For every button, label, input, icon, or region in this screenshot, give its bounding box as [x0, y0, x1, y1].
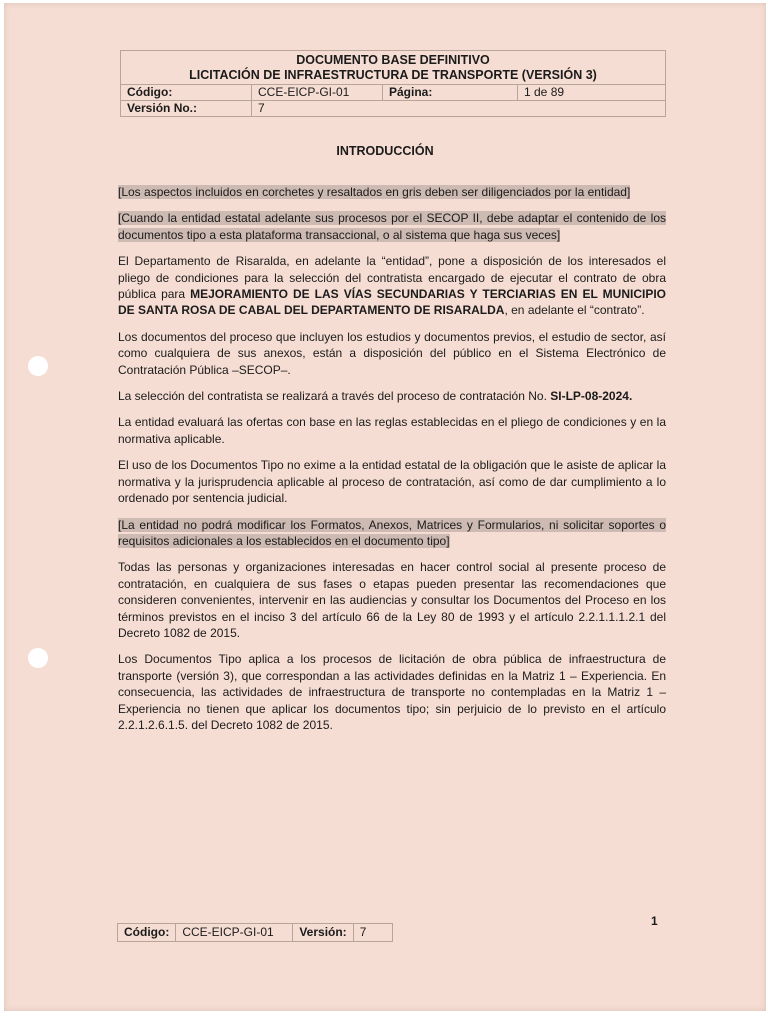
document-footer-table — [117, 923, 393, 942]
document-page — [4, 3, 766, 1011]
document-body — [118, 184, 666, 743]
document-title-cell — [121, 51, 666, 85]
footer-version-value: 7 — [353, 924, 392, 942]
paragraph — [118, 517, 666, 550]
paragraph — [118, 253, 666, 319]
document-title: DOCUMENTO BASE DEFINITIVO — [296, 53, 490, 67]
pagina-value: 1 de 89 — [518, 85, 666, 101]
highlighted-instruction: [La entidad no podrá modificar los Formatos, Anexos, Matrices y Formularios, ni solicitar soportes o requisitos adicionales a los establecidos en el documento tipo] — [118, 517, 666, 548]
pagina-label: Página: — [383, 85, 518, 101]
page-number: 1 — [651, 914, 658, 928]
paragraph — [118, 388, 666, 404]
punch-hole — [28, 356, 48, 376]
footer-codigo-label: Código: — [118, 924, 176, 942]
codigo-label: Código: — [121, 85, 252, 101]
version-value: 7 — [252, 101, 666, 117]
paragraph-text: El Departamento de Risaralda, en adelante la “entidad”, pone a disposición de los interesados el pliego de condiciones para la selección del contratista encargado de ejecutar el contrato de obra pública para — [118, 254, 666, 302]
paragraph: Todas las personas y organizaciones interesadas en hacer control social al presente proceso de contratación, en cualquiera de sus fases o etapas pueden presentar las recomendaciones que consideren convenientes, intervenir en las audiencias y consultar los Documentos del Proceso en los términos previstos en el inciso 3 del artículo 66 de la Ley 80 de 1993 y el artículo 2.2.1.1.1.2.1 del Decreto 1082 de 2015. — [118, 560, 666, 640]
version-label: Versión No.: — [121, 101, 252, 117]
paragraph: Los documentos del proceso que incluyen los estudios y documentos previos, el estudio de sector, así como cualquiera de sus anexos, están a disposición del público en el Sistema Electrónico de Contratación Pública –SECOP–. — [118, 329, 666, 377]
paragraph-text: La selección del contratista se realizará a través del proceso de contratación No. — [118, 389, 551, 404]
paragraph — [118, 210, 666, 243]
footer-codigo-value: CCE-EICP-GI-01 — [176, 924, 293, 942]
punch-hole — [28, 648, 48, 668]
footer-version-label: Versión: — [293, 924, 353, 942]
document-header-table — [120, 50, 666, 117]
highlighted-instruction: [Los aspectos incluidos en corchetes y resaltados en gris deben ser diligenciados por la entidad] — [118, 185, 631, 199]
highlighted-instruction: [Cuando la entidad estatal adelante sus procesos por el SECOP II, debe adaptar el contenido de los documentos tipo a esta plataforma transaccional, o al sistema que haga sus veces] — [118, 211, 666, 242]
paragraph: El uso de los Documentos Tipo no exime a la entidad estatal de la obligación que le asiste de aplicar la normativa y la jurisprudencia aplicable al proceso de contratación, así como de dar cumplimiento a lo ordenado por sentencia judicial. — [118, 458, 666, 506]
section-heading: INTRODUCCIÓN — [336, 144, 434, 158]
process-number: SI-LP-08-2024. — [550, 389, 633, 404]
paragraph — [118, 184, 666, 200]
document-subtitle: LICITACIÓN DE INFRAESTRUCTURA DE TRANSPORTE (VERSIÓN 3) — [189, 68, 597, 82]
codigo-value: CCE-EICP-GI-01 — [252, 85, 383, 101]
paragraph-text: , en adelante el “contrato”. — [504, 303, 645, 318]
paragraph: La entidad evaluará las ofertas con base en las reglas establecidas en el pliego de condiciones y en la normativa aplicable. — [118, 415, 666, 446]
project-name: MEJORAMIENTO DE LAS VÍAS SECUNDARIAS Y TERCIARIAS EN EL MUNICIPIO DE SANTA ROSA DE CABAL DEL DEPARTAMENTO DE RISARALDA — [118, 287, 666, 318]
paragraph: Los Documentos Tipo aplica a los procesos de licitación de obra pública de infraestructura de transporte (versión 3), que correspondan a las actividades definidas en la Matriz 1 – Experiencia. En consecuencia, las actividades de infraestructura de transporte no contempladas en la Matriz 1 – Experiencia no tienen que aplicar los documentos tipo; sin perjuicio de lo previsto en el artículo 2.2.1.2.6.1.5. del Decreto 1082 de 2015. — [118, 652, 666, 732]
